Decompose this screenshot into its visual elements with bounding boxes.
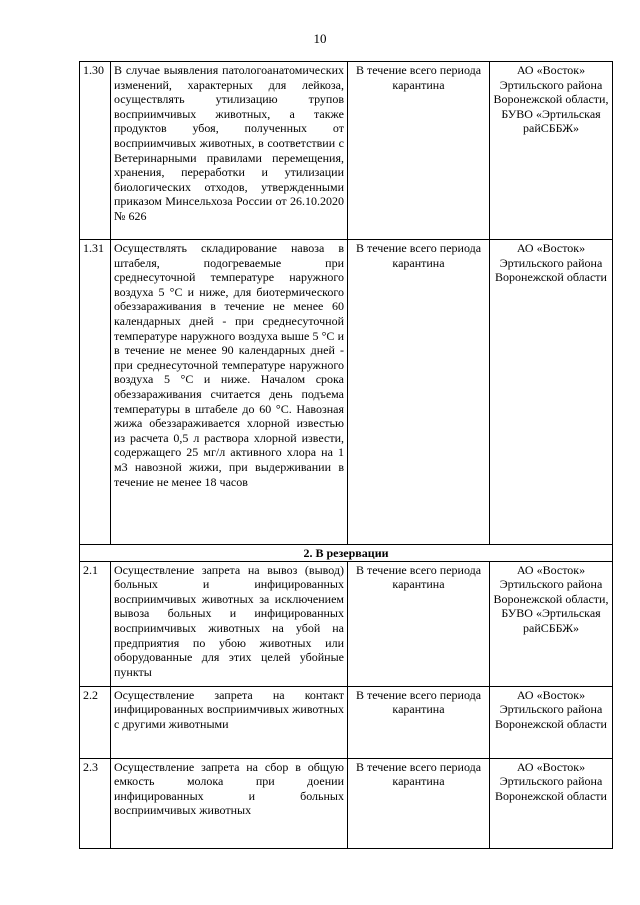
responsible-text: АО «Восток» Эртильского района Воронежской области <box>490 758 613 848</box>
section-row <box>80 545 613 562</box>
table-row <box>80 240 613 545</box>
table-row <box>80 561 613 686</box>
measure-text: Осуществление запрета на контакт инфицированных восприимчивых животных с другими животными <box>111 686 348 758</box>
term-text: В течение всего периода карантина <box>348 758 490 848</box>
table-row <box>80 686 613 758</box>
measure-text: Осуществлять складирование навоза в штабеля, подогреваемые при среднесуточной температуре наружного воздуха 5 °С и ниже, для биотермического обеззараживания в течение не менее 60 календарных дней - при среднесуточной температуре наружного воздуха выше 5 °С и в течение не менее 90 календарных дней - при среднесуточной температуре наружного воздуха 5 °С и ниже. Началом срока обеззараживания считается день подъема температуры в штабеле до 60 °С. Навозная жижа обеззараживается хлорной известью из расчета 0,5 л раствора хлорной извести, содержащего 25 мг/л активного хлора на 1 м3 навозной жижи, при выдерживании в течение не менее 18 часов <box>111 240 348 545</box>
responsible-text: АО «Восток» Эртильского района Воронежской области, БУВО «Эртильская райСББЖ» <box>490 62 613 240</box>
table-row <box>80 758 613 848</box>
term-text: В течение всего периода карантина <box>348 686 490 758</box>
responsible-text: АО «Восток» Эртильского района Воронежской области, БУВО «Эртильская райСББЖ» <box>490 561 613 686</box>
row-number: 1.30 <box>80 62 111 240</box>
table-row <box>80 62 613 240</box>
responsible-text: АО «Восток» Эртильского района Воронежской области <box>490 240 613 545</box>
term-text: В течение всего периода карантина <box>348 561 490 686</box>
term-text: В течение всего периода карантина <box>348 62 490 240</box>
row-number: 1.31 <box>80 240 111 545</box>
row-number: 2.3 <box>80 758 111 848</box>
responsible-text: АО «Восток» Эртильского района Воронежской области <box>490 686 613 758</box>
page-number: 10 <box>313 31 327 46</box>
section-title: 2. В резервации <box>80 545 613 562</box>
measure-text: Осуществление запрета на вывоз (вывод) больных и инфицированных восприимчивых животных за исключением вывоза больных и инфицированных восприимчивых животных на убой на предприятия по убою животных или оборудованные для этих целей убойные пункты <box>111 561 348 686</box>
term-text: В течение всего периода карантина <box>348 240 490 545</box>
measure-text: Осуществление запрета на сбор в общую емкость молока при доении инфицированных и больных восприимчивых животных <box>111 758 348 848</box>
measures-table <box>79 61 613 849</box>
row-number: 2.2 <box>80 686 111 758</box>
measure-text: В случае выявления патологоанатомических изменений, характерных для лейкоза, осуществлять утилизацию трупов восприимчивых животных, а также продуктов убоя, полученных от восприимчивых животных, в соответствии с Ветеринарными правилами перемещения, хранения, переработки и утилизации биологических отходов, утвержденными приказом Минсельхоза России от 26.10.2020 № 626 <box>111 62 348 240</box>
row-number: 2.1 <box>80 561 111 686</box>
